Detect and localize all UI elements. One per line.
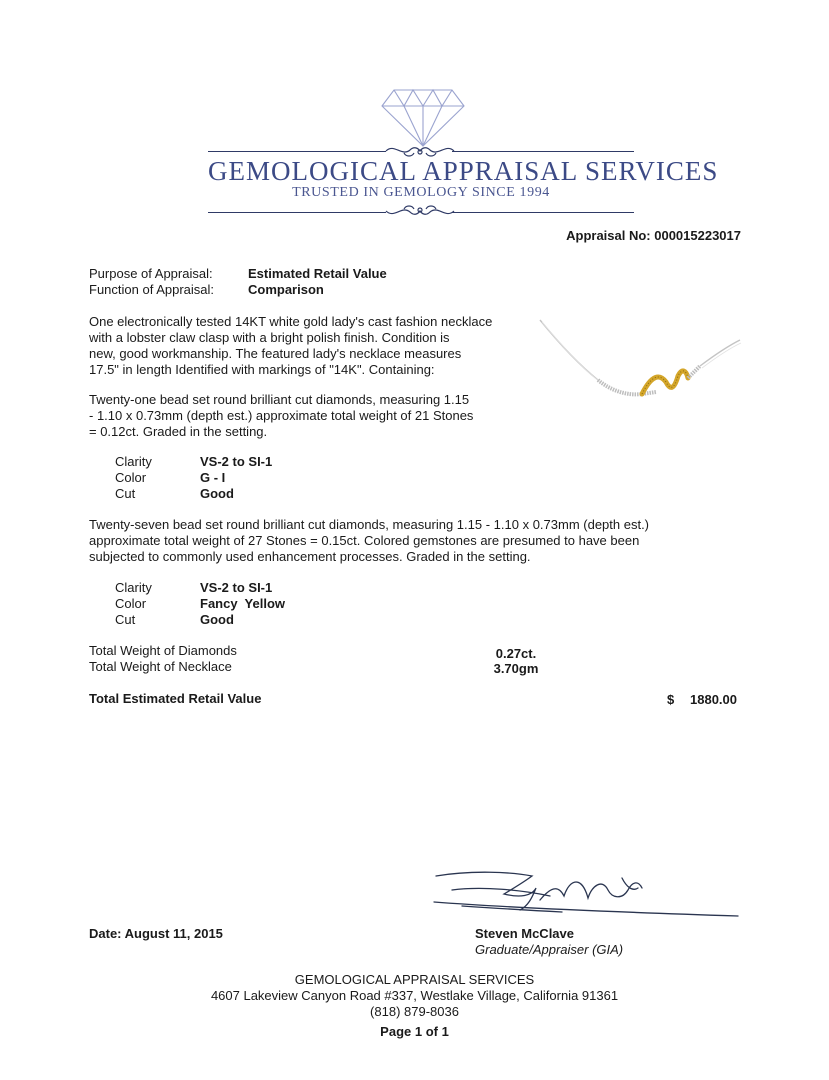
clarity-label: Clarity: [115, 580, 152, 595]
cut-label: Cut: [115, 486, 136, 501]
currency-symbol: $: [667, 692, 675, 707]
cut-label: Cut: [115, 612, 136, 627]
clarity-value: VS-2 to SI-1: [200, 580, 273, 595]
total-diamond-weight-value: 0.27ct.: [495, 646, 537, 661]
appraiser-title: Graduate/Appraiser (GIA): [475, 942, 624, 957]
signature: [432, 868, 742, 924]
cut-value: Good: [200, 486, 234, 501]
stones-line: Twenty-one bead set round brilliant cut diamonds, measuring 1.15: [89, 392, 470, 407]
total-retail-value-label: Total Estimated Retail Value: [89, 691, 262, 706]
stones-description: [89, 517, 649, 565]
footer-company: GEMOLOGICAL APPRAISAL SERVICES: [294, 972, 535, 987]
description-line: One electronically tested 14KT white gold lady's cast fashion necklace: [89, 314, 493, 329]
total-diamond-weight-label: Total Weight of Diamonds: [89, 643, 237, 658]
company-title: GEMOLOGICAL APPRAISAL SERVICES: [208, 156, 719, 186]
color-value: G - I: [200, 470, 226, 485]
item-description: [89, 314, 492, 378]
necklace-photo: [538, 312, 742, 408]
stones-line: = 0.12ct. Graded in the setting.: [89, 424, 268, 439]
header-rule: [452, 212, 634, 213]
color-label: Color: [115, 596, 147, 611]
clarity-label: Clarity: [115, 454, 152, 469]
purpose-label: Purpose of Appraisal:: [89, 266, 213, 281]
purpose-value: Estimated Retail Value: [248, 266, 387, 281]
appraisal-number: Appraisal No: 000015223017: [566, 228, 741, 243]
appraisal-date: Date: August 11, 2015: [89, 926, 223, 941]
stones-line: Twenty-seven bead set round brilliant cut diamonds, measuring 1.15 - 1.10 x 0.73mm (depth est.): [89, 517, 650, 532]
stones-description: [89, 392, 473, 440]
function-label: Function of Appraisal:: [89, 282, 215, 297]
header-rule: [208, 151, 386, 152]
company-tagline: TRUSTED IN GEMOLOGY SINCE 1994: [292, 185, 550, 200]
footer-phone: (818) 879-8036: [370, 1004, 459, 1019]
header-rule: [452, 151, 634, 152]
cut-value: Good: [200, 612, 234, 627]
stones-line: subjected to commonly used enhancement processes. Graded in the setting.: [89, 549, 531, 564]
total-retail-value: 1880.00: [690, 692, 737, 707]
total-necklace-weight-value: 3.70gm: [493, 661, 539, 676]
footer-address: 4607 Lakeview Canyon Road #337, Westlake Village, California 91361: [210, 988, 619, 1003]
description-line: new, good workmanship. The featured lady's necklace measures: [89, 346, 462, 361]
stones-line: - 1.10 x 0.73mm (depth est.) approximate total weight of 21 Stones: [89, 408, 474, 423]
appraiser-name: Steven McClave: [475, 926, 574, 941]
total-necklace-weight-label: Total Weight of Necklace: [89, 659, 232, 674]
scroll-ornament-icon: [384, 203, 456, 221]
page-number: Page 1 of 1: [380, 1024, 449, 1039]
diamond-logo-icon: [380, 86, 466, 148]
clarity-value: VS-2 to SI-1: [200, 454, 273, 469]
description-line: 17.5" in length Identified with markings of "14K". Containing:: [89, 362, 435, 377]
function-value: Comparison: [248, 282, 324, 297]
color-label: Color: [115, 470, 147, 485]
stones-line: approximate total weight of 27 Stones = 0.15ct. Colored gemstones are presumed to have been: [89, 533, 640, 548]
header-rule: [208, 212, 386, 213]
color-value: Fancy Yellow: [200, 596, 286, 611]
description-line: with a lobster claw clasp with a bright polish finish. Condition is: [89, 330, 450, 345]
